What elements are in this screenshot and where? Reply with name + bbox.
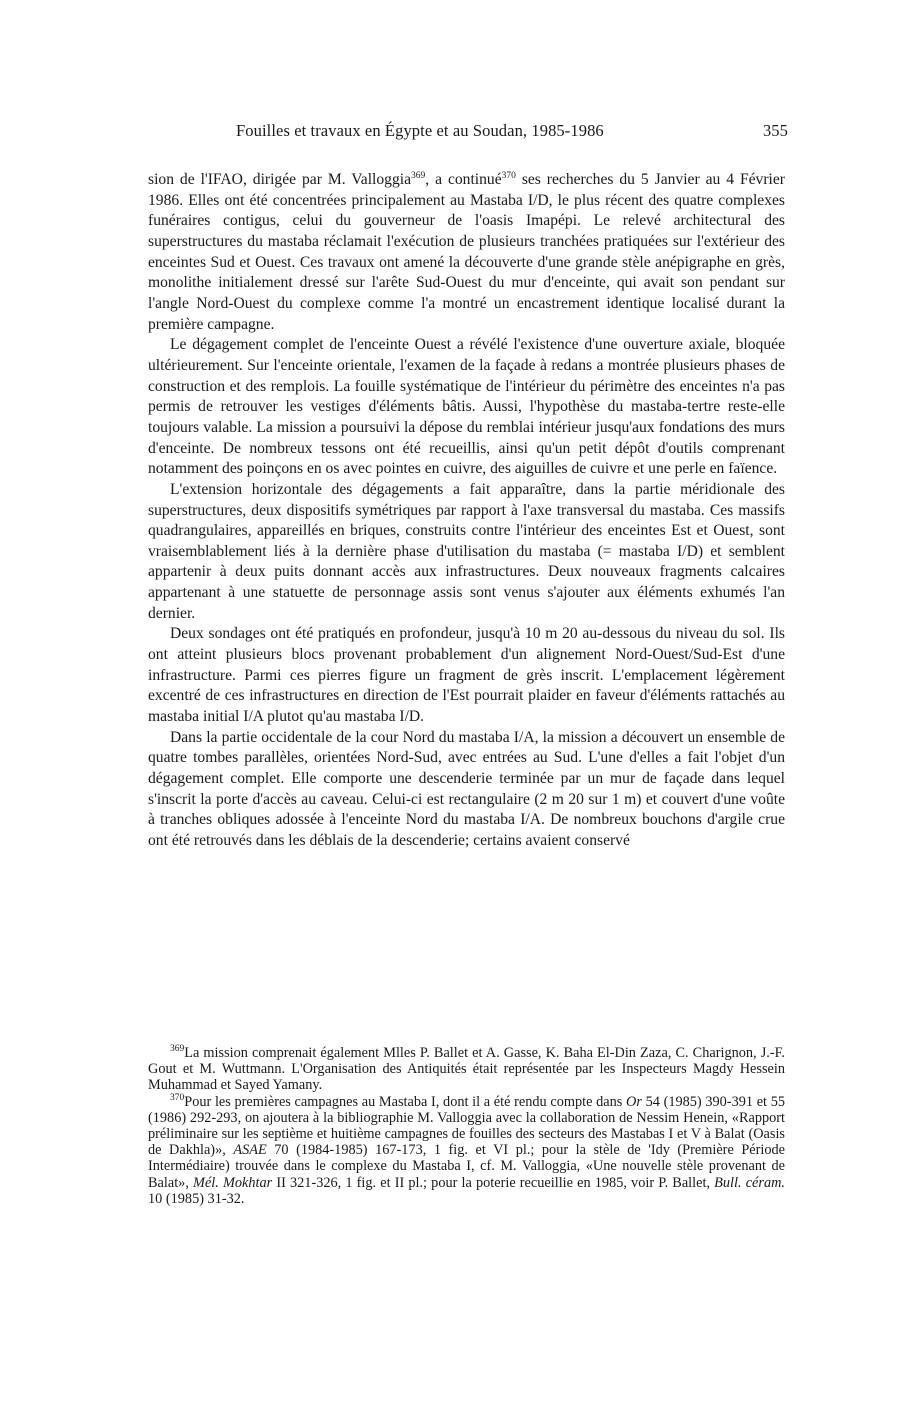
footnote-number: 370: [170, 1092, 185, 1103]
paragraph-text: , a continué: [425, 171, 502, 188]
journal-title: Or: [626, 1093, 642, 1110]
journal-title: Mél. Mokhtar: [193, 1174, 273, 1191]
footnote-text: 70 (1984-1985) 167-173, 1 fig. et VI pl.; pour la stèle de 'Idy (Première Période Intermédiaire) trouvée dans le complexe du Mastaba I, cf. M. Valloggia, «Une nouvelle stèle provenant de Balat»,: [148, 1142, 785, 1191]
footnote-number: 369: [170, 1044, 185, 1054]
footnotes: [148, 1045, 785, 1207]
footnote-text: II 321-326, 1 fig. et II pl.; pour la poterie recueillie en 1985, voir P. Ballet,: [272, 1174, 715, 1191]
page-number: 355: [762, 121, 788, 140]
body-text: [148, 170, 785, 852]
footnote-370: [148, 1094, 785, 1207]
running-title: Fouilles et travaux en Égypte et au Soudan, 1985-1986: [236, 121, 604, 140]
footnote-text: 54 (1985) 390-391 et 55 (1986) 292-293, on ajoutera à la bibliographie M. Valloggia avec la collaboration de Nessim Henein, «Rapport préliminaire sur les septième et huitième campagnes de fouilles des secteurs des Mastabas I et V à Balat (Oasis de Dakhla)»,: [148, 1093, 785, 1159]
journal-title: Bull. céram.: [714, 1174, 785, 1191]
paragraph: L'extension horizontale des dégagements a fait apparaître, dans la partie méridionale des superstructures, deux dispositifs symétriques par rapport à l'axe transversal du mastaba. Ces massifs quadrangulaires, appareillés en briques, construits contre l'intérieur des enceintes Est et Ouest, sont vraisemblablement liés à la dernière phase d'utilisation du mastaba (= mastaba I/D) et semblent appartenir à deux puits donnant accès aux infrastructures. Deux nouveaux fragments calcaires appartenant à une statuette de personnage assis sont venus s'ajouter aux éléments exhumés l'an dernier.: [148, 480, 785, 622]
paragraph: Le dégagement complet de l'enceinte Ouest a révélé l'existence d'une ouverture axiale, bloquée ultérieurement. Sur l'enceinte orientale, l'examen de la façade à redans a montrée plusieurs phases de construction et des remplois. La fouille systématique de l'intérieur du périmètre des enceintes n'a pas permis de retrouver les vestiges d'éléments bâtis. Aussi, l'hypothèse du mastaba-tertre reste-elle toujours valable. La mission a poursuivi la dépose du remblai intérieur jusqu'aux fondations des murs d'enceinte. De nombreux tessons ont été recueillis, ainsi qu'un petit dépôt d'outils comprenant notamment des poinçons en os avec pointes en cuivre, des aiguilles de cuivre et une perle en faïence.: [148, 336, 785, 478]
paragraph-text: sion de l'IFAO, dirigée par M. Valloggia: [148, 171, 412, 188]
paragraph: Deux sondages ont été pratiqués en profondeur, jusqu'à 10 m 20 au-dessous du niveau du sol. Ils ont atteint plusieurs blocs provenant probablement d'un alignement Nord-Ouest/Sud-Est d'une infrastructure. Parmi ces pierres figure un fragment de grès inscrit. L'emplacement légèrement excentré de ces infrastructures en direction de l'Est pourrait plaider en faveur d'éléments rattachés au mastaba initial I/A plutot qu'au mastaba I/D.: [148, 625, 785, 726]
page-header: [148, 121, 788, 145]
footnote-text: 10 (1985) 31-32.: [148, 1190, 245, 1207]
footnote-ref-369: 369: [411, 171, 426, 181]
footnote-text: La mission comprenait également Mlles P. Ballet et A. Gasse, K. Baha El-Din Zaza, C. Charignon, J.-F. Gout et M. Wuttmann. L'Organisation des Antiquités était représentée par les Inspecteurs Magdy Hessein Muhammad et Sayed Yamany.: [148, 1045, 785, 1094]
footnote-ref-370: 370: [501, 171, 516, 181]
paragraph-text: ses recherches du 5 Janvier au 4 Février 1986. Elles ont été concentrées principalement au Mastaba I/D, le plus récent des quatre complexes funéraires contigus, celui du gouverneur de l'oasis Imapépi. Le relevé architectural des superstructures du mastaba réclamait l'exécution de plusieurs tranchées pratiquées sur l'extérieur des enceintes Sud et Ouest. Ces travaux ont amené la découverte d'une grande stèle anépigraphe en grès, monolithe initialement dressé sur l'arête Sud-Ouest du mur d'enceinte, qui avait son pendant sur l'angle Nord-Ouest du complexe comme l'a montré un encastrement identique localisé durant la première campagne.: [148, 171, 785, 333]
footnote-369: [148, 1045, 785, 1094]
journal-title: ASAE: [233, 1142, 267, 1159]
footnote-text: Pour les premières campagnes au Mastaba I, dont il a été rendu compte dans: [184, 1093, 627, 1110]
paragraph: Dans la partie occidentale de la cour Nord du mastaba I/A, la mission a découvert un ensemble de quatre tombes parallèles, orientées Nord-Sud, avec entrées au Sud. L'une d'elles a fait l'objet d'un dégagement complet. Elle comporte une descenderie terminée par un mur de façade dans lequel s'inscrit la porte d'accès au caveau. Celui-ci est rectangulaire (2 m 20 sur 1 m) et couvert d'une voûte à tranches obliques adossée à l'enceinte Nord du mastaba I/A. De nombreux bouchons d'argile crue ont été retrouvés dans les déblais de la descenderie; certains avaient conservé: [148, 728, 785, 849]
paragraph: [148, 170, 785, 335]
